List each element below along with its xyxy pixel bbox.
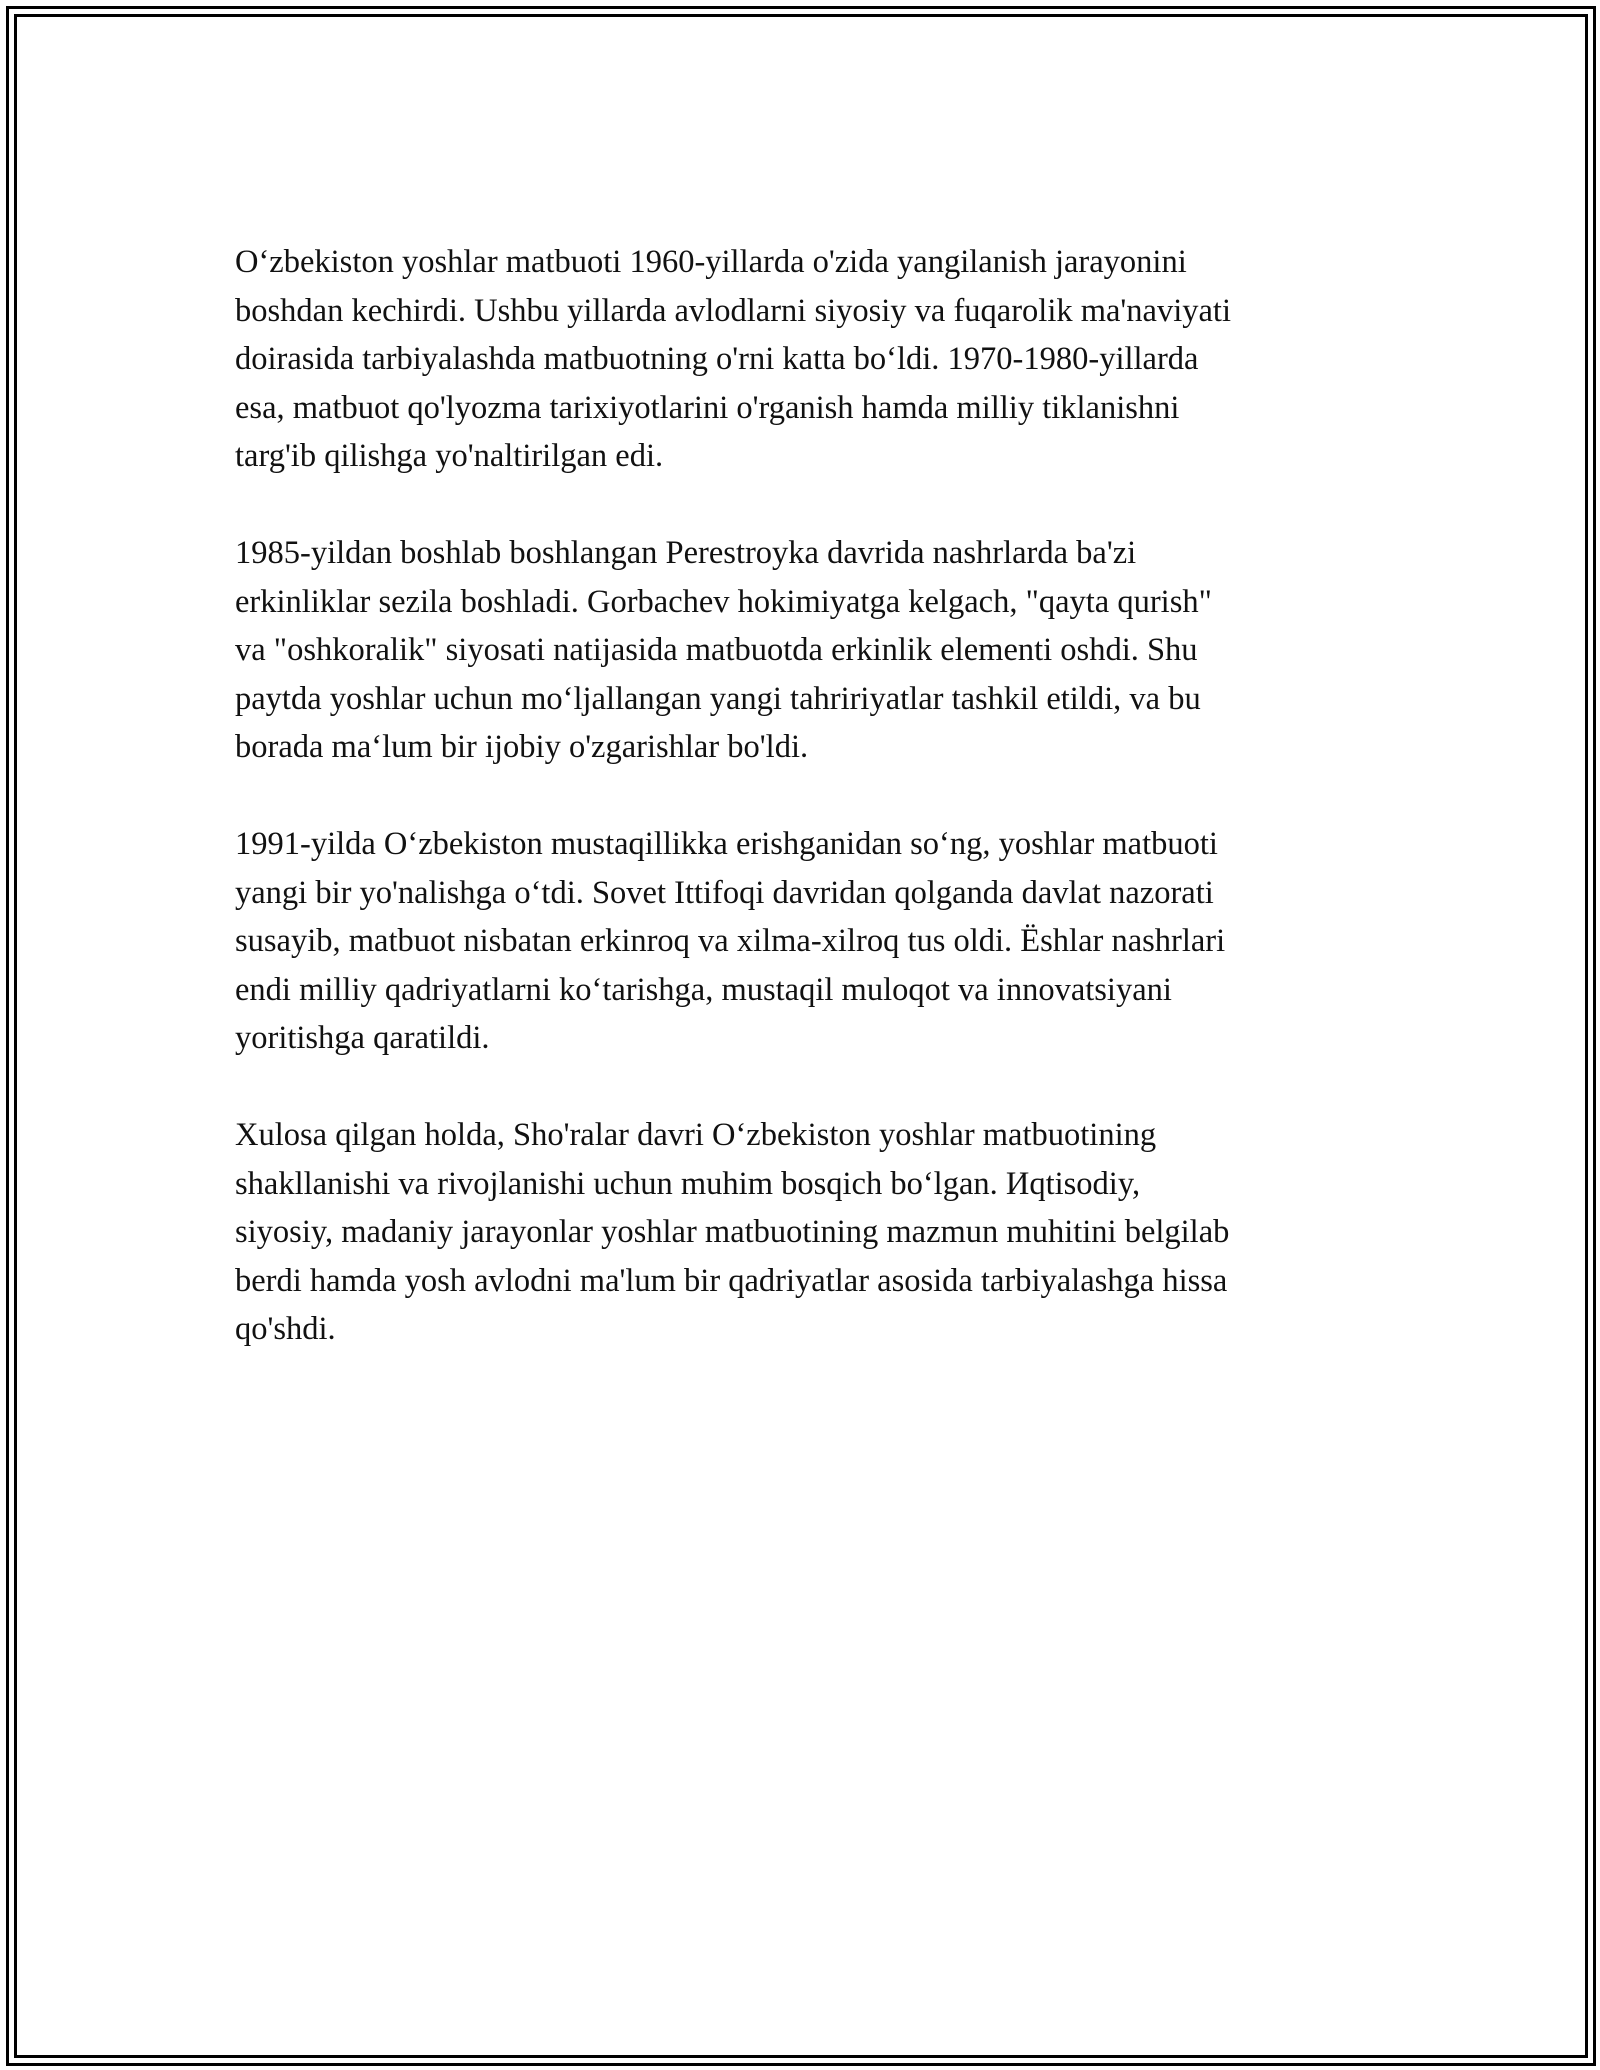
document-body [235,238,1365,1402]
paragraph-4: Xulosa qilgan holda, Sho'ralar davri O‘zbekiston yoshlar matbuotining shakllanishi va rivojlanishi uchun muhim bosqich bo‘lgan. Иqtisodiy, siyosiy, madaniy jarayonlar yoshlar matbuotining mazmun muhitini belgilab berdi hamda yosh avlodni ma'lum bir qadriyatlar asosida tarbiyalashga hissa qo'shdi. [235,1117,1230,1347]
paragraph-1: O‘zbekiston yoshlar matbuoti 1960-yillarda o'zida yangilanish jarayonini boshdan kechirdi. Ushbu yillarda avlodlarni siyosiy va fuqarolik ma'naviyati doirasida tarbiyalashda matbuotning o'rni katta bo‘ldi. 1970-1980-yillarda esa, matbuot qo'lyozma tarixiyotlarini o'rganish hamda milliy tiklanishni targ'ib qilishga yo'naltirilgan edi. [235,244,1231,474]
paragraph-2: 1985-yildan boshlab boshlangan Perestroyka davrida nashrlarda ba'zi erkinliklar sezila boshladi. Gorbachev hokimiyatga kelgach, "qayta qurish" va "oshkoralik" siyosati natijasida matbuotda erkinlik elementi oshdi. Shu paytda yoshlar uchun mo‘ljallangan yangi tahririyatlar tashkil etildi, va bu borada ma‘lum bir ijobiy o'zgarishlar bo'ldi. [235,535,1212,765]
paragraph-3: 1991-yilda O‘zbekiston mustaqillikka erishganidan so‘ng, yoshlar matbuoti yangi bir yo'nalishga o‘tdi. Sovet Ittifoqi davridan qolganda davlat nazorati susayib, matbuot nisbatan erkinroq va xilma-xilroq tus oldi. Ëshlar nashrlari endi milliy qadriyatlarni ko‘tarishga, mustaqil muloqot va innovatsiyani yoritishga qaratildi. [235,826,1226,1056]
